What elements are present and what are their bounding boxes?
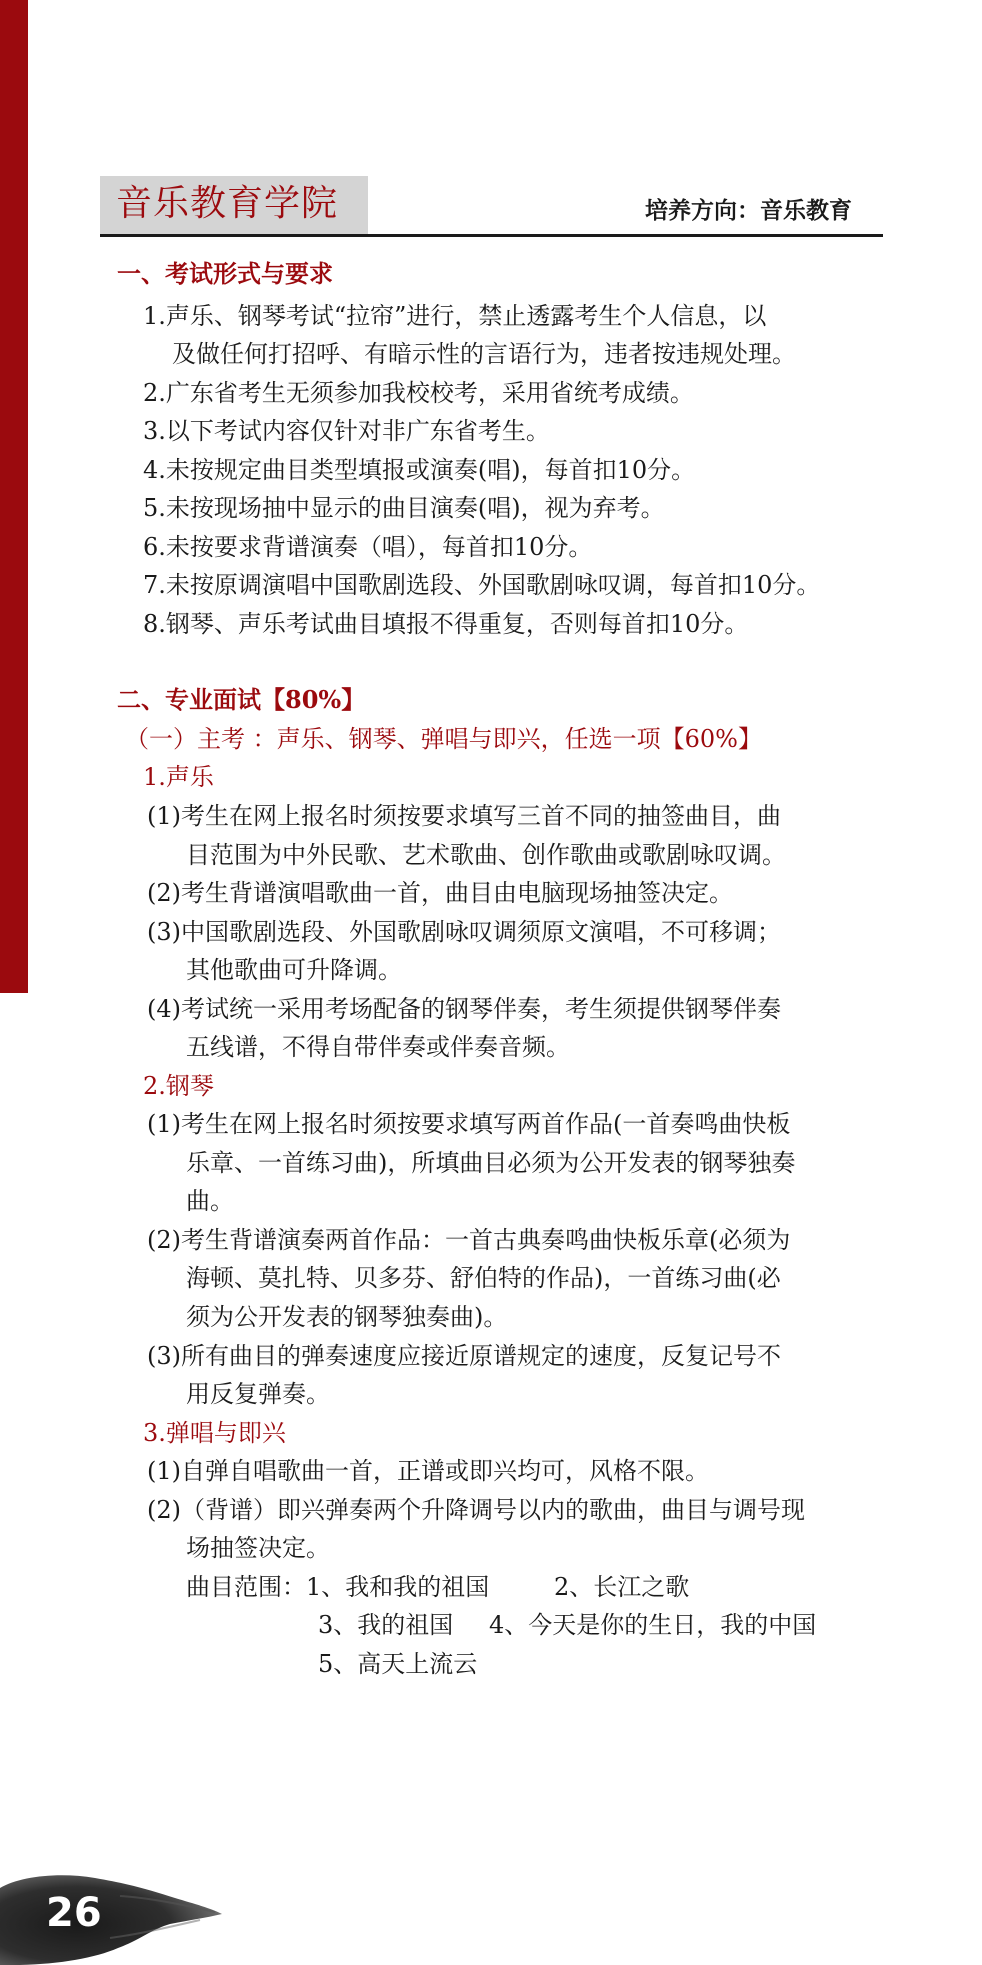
section-heading-exam-format: 一、考试形式与要求 [117,259,333,288]
list-item: (1)考生在网上报名时须按要求填写三首不同的抽签曲目，曲 [147,802,781,830]
list-item: 4、今天是你的生日，我的中国 [489,1611,817,1639]
list-item: 目范围为中外民歌、艺术歌曲、创作歌曲或歌剧咏叹调。 [186,841,786,869]
list-item: 5.未按现场抽中显示的曲目演奏(唱)，视为弃考。 [143,494,665,522]
subsection-heading-main-exam: （一）主考 ：声乐、钢琴、弹唱与即兴，任选一项【60%】 [125,725,762,753]
list-item: 曲目范围：1、我和我的祖国 [186,1573,490,1601]
list-item: 2、长江之歌 [554,1573,690,1601]
list-item: 7.未按原调演唱中国歌剧选段、外国歌剧咏叹调，每首扣10分。 [143,571,821,599]
list-item: (3)中国歌剧选段、外国歌剧咏叹调须原文演唱，不可移调； [147,918,781,946]
training-direction: 培养方向：音乐教育 [645,197,852,224]
section-heading-interview: 二、专业面试【80%】 [117,685,366,714]
list-item: 场抽签决定。 [186,1534,330,1562]
list-item: 用反复弹奏。 [186,1380,330,1408]
list-item: (1)考生在网上报名时须按要求填写两首作品(一首奏鸣曲快板 [147,1110,791,1138]
list-item: (3)所有曲目的弹奏速度应接近原谱规定的速度，反复记号不 [147,1342,781,1370]
list-item: (2)考生背谱演唱歌曲一首，曲目由电脑现场抽签决定。 [147,879,733,907]
list-item: 其他歌曲可升降调。 [186,956,402,984]
ink-brush-decoration [0,1868,225,1965]
list-item: 及做任何打招呼、有暗示性的言语行为，违者按违规处理。 [172,340,796,368]
list-item: 1.声乐、钢琴考试“拉帘”进行，禁止透露考生个人信息，以 [143,302,767,330]
item-heading-sing-improv: 3.弹唱与即兴 [143,1419,286,1447]
item-heading-piano: 2.钢琴 [143,1072,214,1100]
page-number: 26 [46,1890,102,1936]
list-item: 8.钢琴、声乐考试曲目填报不得重复，否则每首扣10分。 [143,610,749,638]
header-divider [100,234,883,237]
list-item: 曲。 [186,1187,234,1215]
list-item: (4)考试统一采用考场配备的钢琴伴奏，考生须提供钢琴伴奏 [147,995,781,1023]
list-item: 乐章、一首练习曲)，所填曲目必须为公开发表的钢琴独奏 [186,1149,796,1177]
list-item: 2.广东省考生无须参加我校校考，采用省统考成绩。 [143,379,694,407]
list-item: (2)（背谱）即兴弹奏两个升降调号以内的歌曲，曲目与调号现 [147,1496,805,1524]
page-title: 音乐教育学院 [116,183,339,224]
list-item: 五线谱，不得自带伴奏或伴奏音频。 [186,1033,570,1061]
list-item: 须为公开发表的钢琴独奏曲)。 [186,1303,508,1331]
list-item: 5、高天上流云 [318,1650,478,1678]
list-item: (1)自弹自唱歌曲一首，正谱或即兴均可，风格不限。 [147,1457,709,1485]
list-item: (2)考生背谱演奏两首作品：一首古典奏鸣曲快板乐章(必须为 [147,1226,791,1254]
list-item: 4.未按规定曲目类型填报或演奏(唱)，每首扣10分。 [143,456,696,484]
list-item: 海顿、莫扎特、贝多芬、舒伯特的作品)，一首练习曲(必 [186,1264,781,1292]
list-item: 3.以下考试内容仅针对非广东省考生。 [143,417,550,445]
side-accent-bar [0,0,28,993]
list-item: 3、我的祖国 [318,1611,454,1639]
list-item: 6.未按要求背谱演奏（唱），每首扣10分。 [143,533,593,561]
item-heading-vocal: 1.声乐 [143,763,214,791]
